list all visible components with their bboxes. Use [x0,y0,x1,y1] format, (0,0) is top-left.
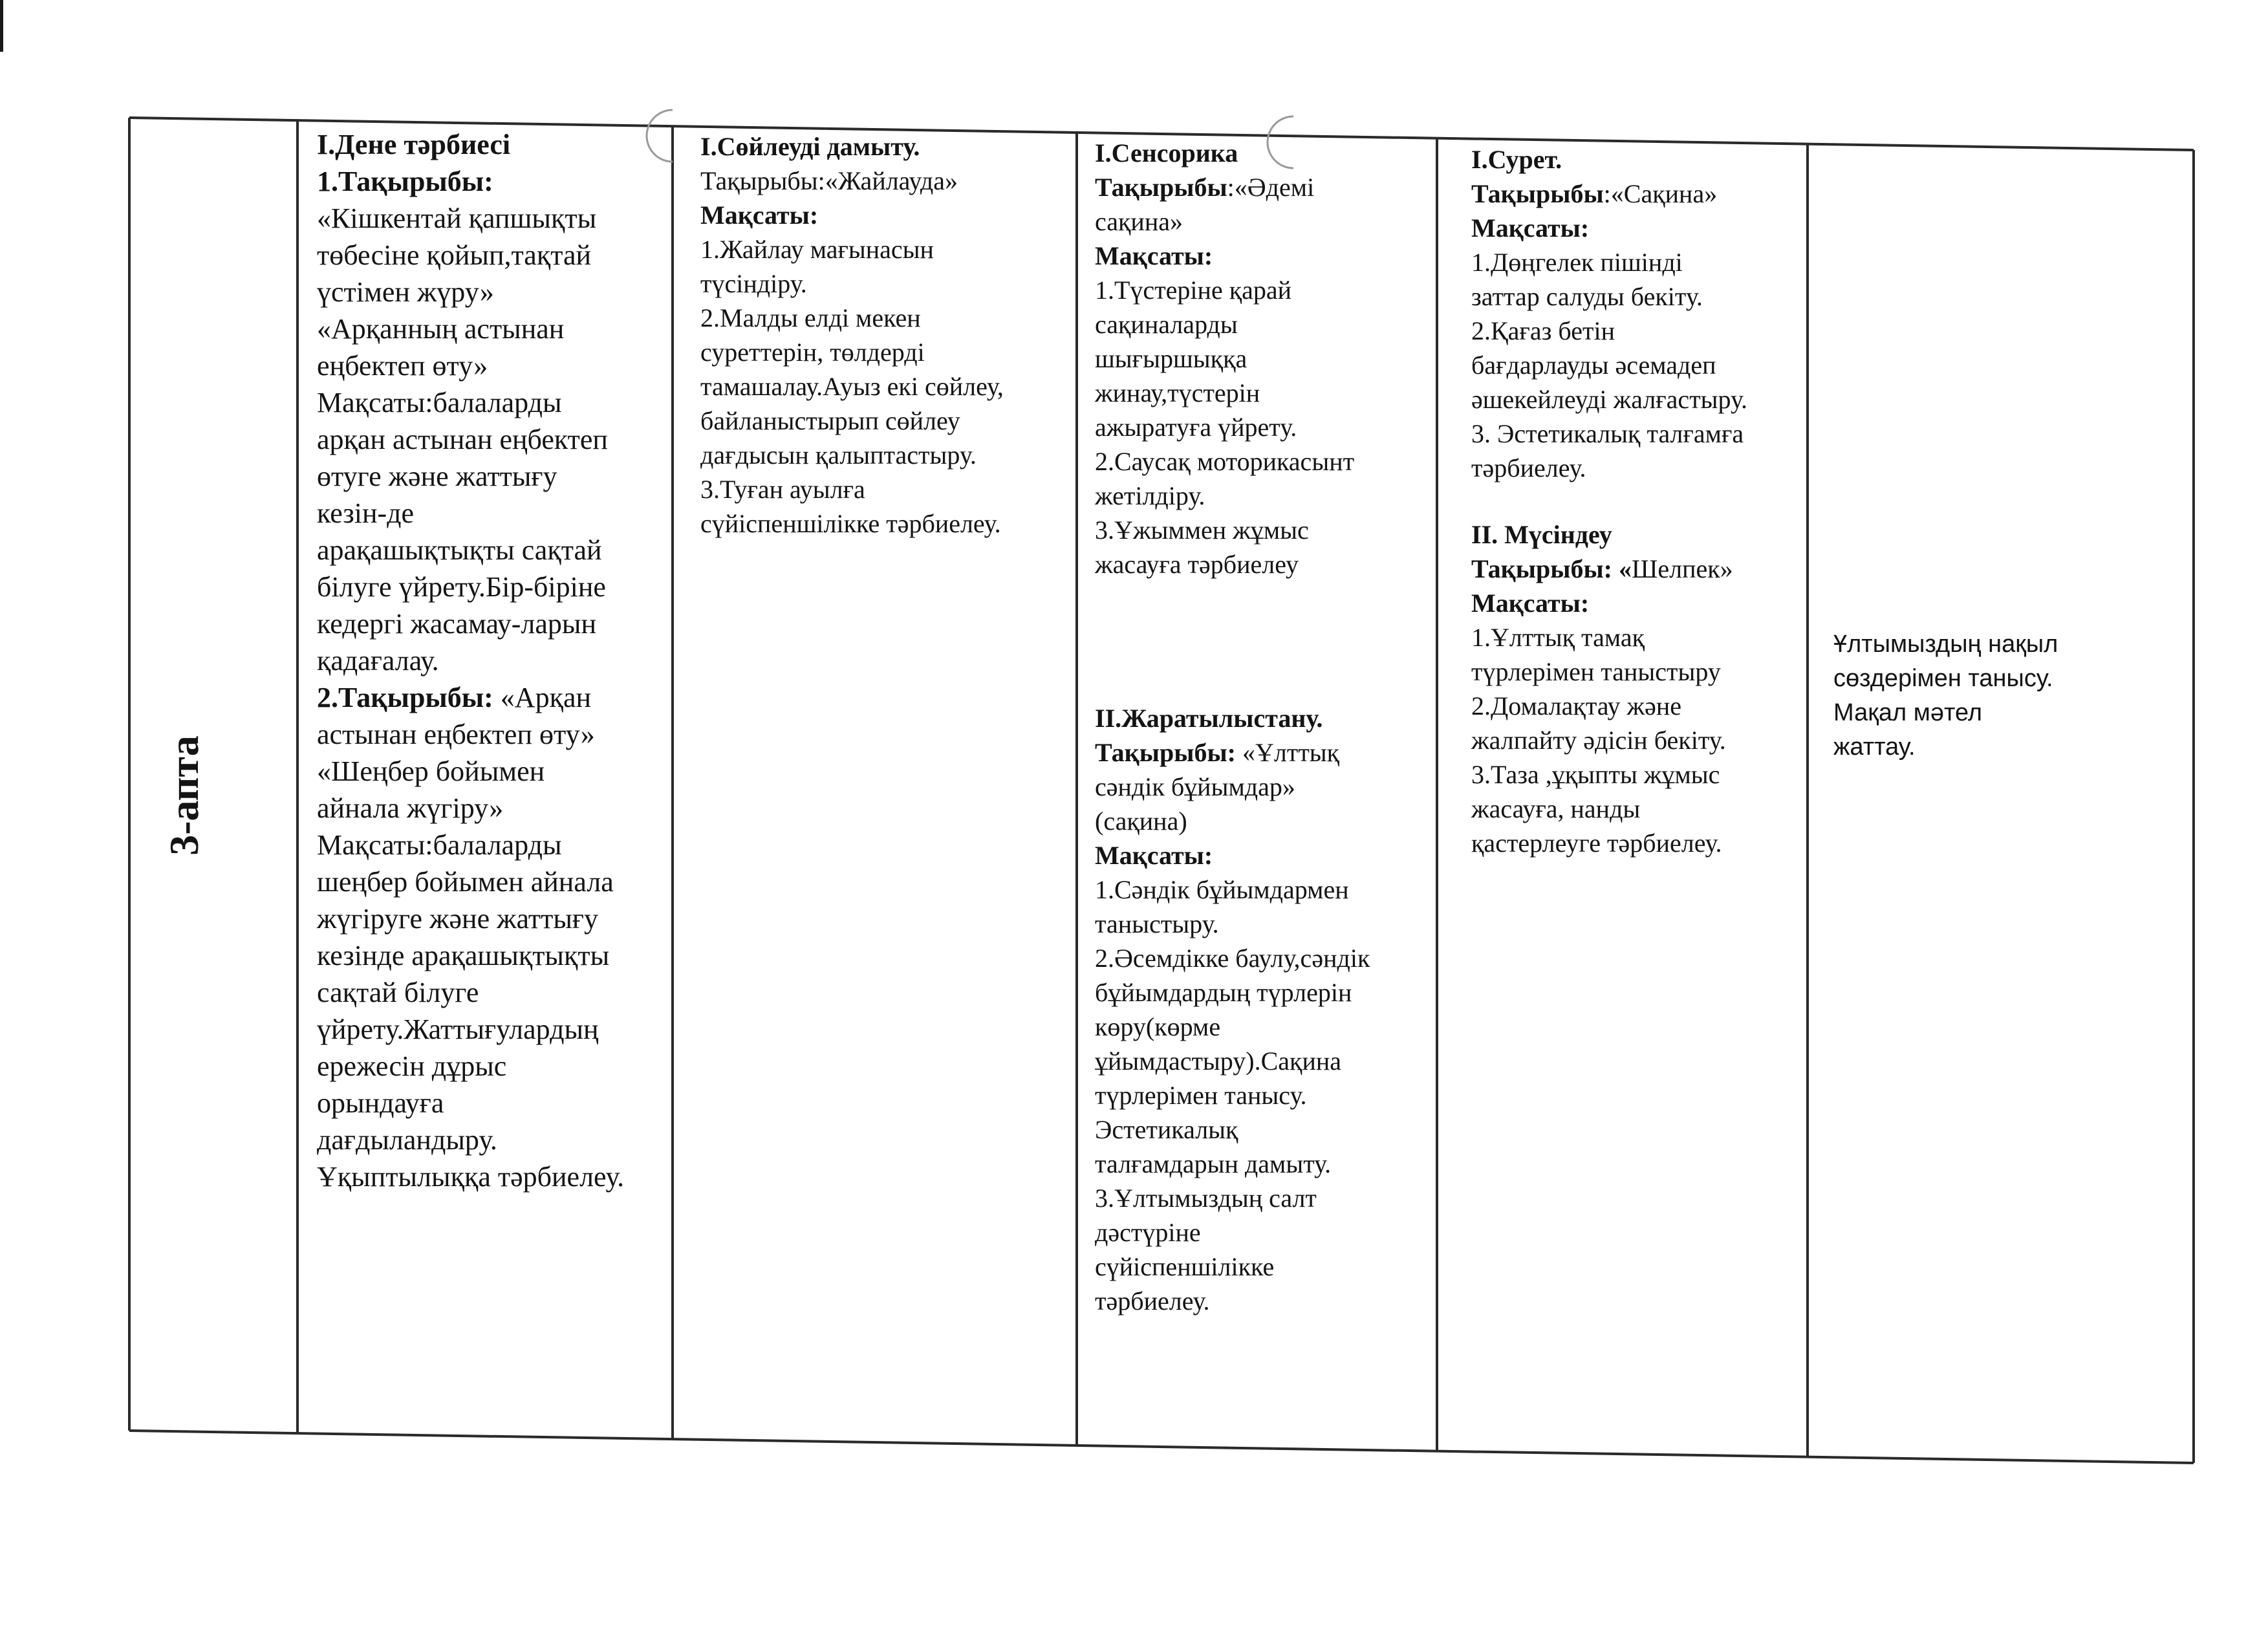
text-fragment: білуге үйрету.Бір-біріне [317,571,606,603]
text-line [317,458,679,495]
text-line [1095,907,1444,941]
text-line [1095,170,1444,204]
text-line [1471,348,1820,382]
text-line [1471,655,1820,689]
text-fragment: 2.Әсемдікке баулу,сәндік [1095,944,1370,973]
text-line [317,827,679,863]
text-line [1095,307,1444,341]
text-fragment: тәрбиелеу. [1095,1286,1210,1316]
text-fragment: арақашықтықты сақтай [317,534,602,566]
text-fragment: түрлерімен таныстыру [1471,657,1721,686]
text-fragment: (сақина) [1095,807,1187,836]
text-line [1471,451,1820,485]
bold-text: I.Сөйлеуді дамыту. [700,132,920,161]
text-fragment: 2.Саусақ моторикасынт [1095,447,1355,476]
text-fragment: 1.Жайлау мағынасын [700,235,934,264]
text-line [1471,211,1820,245]
text-line [1095,341,1444,376]
text-fragment: кезінде арақашықтықты [317,940,610,971]
week-label: 3-апта [161,735,207,856]
text-line [1095,1181,1444,1215]
text-line [317,679,679,716]
text-line [1095,1250,1444,1284]
text-line [1095,1284,1444,1318]
text-line [1095,239,1444,273]
text-fragment: айнала жүгіру» [317,792,504,824]
text-fragment: Шелпек» [1632,554,1733,583]
text-fragment: 2.Домалақтау және [1471,691,1682,720]
paragraph-gap [1471,485,1820,517]
text-fragment: жинау,түстерін [1095,378,1260,407]
text-fragment: суреттерін, төлдерді [700,338,925,367]
text-fragment: түрлерімен танысу. [1095,1081,1307,1110]
text-fragment: шығыршыққа [1095,344,1247,373]
text-fragment: «Арқанның астынан [317,313,565,345]
text-line [317,310,679,347]
text-fragment: 3.Ұжыммен жұмыс [1095,515,1309,545]
physical-education-cell [317,126,679,1195]
text-fragment: Ұқыптылыққа тәрбиелеу. [317,1161,625,1193]
text-line [1095,273,1444,307]
bold-text: Тақырыбы: « [1471,554,1632,583]
speech-development-cell [700,129,1075,541]
text-line [700,198,1075,232]
text-fragment: 3. Эстетикалық талғамға [1471,419,1744,448]
text-fragment: 3.Ұлтымыздың салт [1095,1184,1317,1213]
bold-text: II. Мүсіндеу [1471,520,1612,549]
text-fragment: «Арқан [493,682,592,713]
text-line [1471,279,1820,314]
text-fragment: бұйымдардың түрлерін [1095,978,1352,1007]
text-line [1471,586,1820,620]
text-fragment: үйрету.Жаттығулардың [317,1013,599,1045]
text-fragment: 1.Ұлттық тамақ [1471,623,1645,652]
text-fragment: сақиналарды [1095,310,1238,339]
text-line [1471,792,1820,826]
text-fragment: Мақал мәтел [1833,699,1982,726]
text-fragment: сәндік бұйымдар» [1095,772,1295,801]
text-fragment: сақтай білуге [317,977,479,1008]
text-line [700,472,1075,506]
text-fragment: :«Әдемі [1227,173,1315,202]
bold-text: 2.Тақырыбы: [317,682,493,713]
text-line [1471,620,1820,655]
text-fragment: еңбектеп өту» [317,350,488,382]
text-line [1095,204,1444,239]
text-line [700,301,1075,335]
text-fragment: әшекейлеуді жалғастыру. [1471,385,1748,414]
text-line [317,1158,679,1195]
text-fragment: жетілдіру. [1095,481,1205,510]
text-line [1471,314,1820,348]
text-fragment: астынан еңбектеп өту» [317,719,595,750]
text-line [1471,245,1820,279]
text-line [700,129,1075,164]
bold-text: Мақсаты: [1095,841,1213,870]
text-line [1095,975,1444,1010]
bold-text: 1.Тақырыбы: [317,166,493,197]
paragraph-gap [1095,581,1444,701]
text-fragment: қадағалау. [317,645,439,677]
bold-text: Тақырыбы: [1095,738,1236,767]
text-line [317,568,679,605]
text-line [1833,730,2105,764]
text-fragment: түсіндіру. [700,269,807,298]
text-line [1471,417,1820,451]
text-line [1095,444,1444,479]
text-line [700,404,1075,438]
text-fragment: кедергі жасамау-ларын [317,608,597,640]
text-fragment: Мақсаты:балаларды [317,829,562,861]
text-line [1095,547,1444,581]
text-line [1095,804,1444,838]
text-line [317,900,679,937]
text-fragment: «Ұлттық [1236,738,1340,767]
bold-text: Мақсаты: [1471,213,1590,243]
text-line [317,163,679,200]
text-line [1471,382,1820,417]
text-line [317,495,679,532]
text-fragment: Тақырыбы:«Жайлауда» [700,166,958,195]
text-fragment: сүйіспеншілікке [1095,1252,1275,1281]
bold-text: I.Сенсорика [1095,138,1238,168]
text-line [700,232,1075,266]
text-line [317,274,679,310]
text-line [1095,1044,1444,1078]
text-line [700,506,1075,541]
text-line [1833,662,2105,696]
text-line [317,716,679,753]
text-line [317,974,679,1011]
text-fragment: көру(көрме [1095,1012,1221,1041]
text-fragment: жалпайту әдісін бекіту. [1471,726,1726,755]
text-fragment: ұйымдастыру).Сақина [1095,1046,1342,1076]
text-fragment: тәрбиелеу. [1471,453,1586,482]
text-fragment: орындауға [317,1087,444,1119]
text-fragment: «Кішкентай қапшықты [317,202,597,234]
text-fragment: төбесіне қойып,тақтай [317,239,592,271]
text-line [317,605,679,642]
text-fragment: Ұлтымыздың нақыл [1833,631,2058,658]
text-line [317,937,679,974]
bold-text: Тақырыбы [1095,173,1227,202]
text-line [1095,1078,1444,1112]
text-fragment: :«Сақина» [1603,179,1718,208]
text-line [1471,177,1820,211]
text-fragment: жаттау. [1833,733,1916,761]
text-fragment: сүйіспеншілікке тәрбиелеу. [700,509,1001,538]
text-line [700,266,1075,301]
sensorics-nature-cell [1095,136,1444,1318]
text-line [1095,1215,1444,1250]
text-line [1095,1010,1444,1044]
text-line [1095,838,1444,872]
text-line [317,1121,679,1158]
text-line [1833,696,2105,730]
text-line [317,1011,679,1048]
bold-text: II.Жаратылыстану. [1095,704,1323,733]
text-fragment: 3.Туған ауылға [700,475,865,504]
text-line [317,532,679,568]
text-line [317,863,679,900]
text-line [1471,723,1820,757]
text-line [1095,376,1444,410]
text-line [700,438,1075,472]
text-line [317,347,679,384]
text-fragment: дағдыландыру. [317,1124,497,1156]
text-fragment: ережесін дұрыс [317,1050,507,1082]
text-fragment: үстімен жүру» [317,276,494,308]
table-bottom-border [129,1431,2194,1463]
text-line [1095,941,1444,975]
text-line [317,237,679,274]
bold-text: Тақырыбы [1471,179,1604,208]
text-fragment: 2.Малды елді мекен [700,303,921,332]
text-line [317,126,679,163]
text-line [1471,689,1820,723]
bold-text: Мақсаты: [700,200,819,230]
text-fragment: «Шеңбер бойымен [317,755,545,787]
text-line [1471,757,1820,792]
text-line [1471,142,1820,177]
text-line [317,753,679,790]
text-line [1095,136,1444,170]
proverbs-cell [1833,627,2105,764]
text-fragment: сөздерімен танысу. [1833,665,2053,692]
text-fragment: арқан астынан еңбектеп [317,424,608,455]
text-line [700,164,1075,198]
text-fragment: 3.Таза ,ұқыпты жұмыс [1471,760,1720,789]
text-fragment: сақина» [1095,207,1183,236]
text-line [1095,1147,1444,1181]
text-line [1471,552,1820,586]
text-line [1095,410,1444,444]
text-fragment: өтуге және жаттығу [317,460,557,492]
text-fragment: тамашалау.Ауыз екі сөйлеу, [700,372,1004,401]
text-line [1471,517,1820,552]
text-fragment: дәстүріне [1095,1218,1201,1247]
text-fragment: жүгіруге және жаттығу [317,903,598,935]
bold-text: I.Сурет. [1471,145,1562,174]
text-fragment: ажыратуға үйрету. [1095,413,1297,442]
text-line [1095,1112,1444,1147]
text-line [317,384,679,421]
text-line [1833,627,2105,662]
text-fragment: байланыстырып сөйлеу [700,406,960,435]
text-fragment: жасауға тәрбиелеу [1095,550,1299,579]
text-line [317,642,679,679]
text-line [1095,735,1444,770]
text-fragment: шеңбер бойымен айнала [317,866,614,898]
text-fragment: Эстетикалық [1095,1115,1238,1144]
text-fragment: жасауға, нанды [1471,794,1641,823]
text-line [700,335,1075,369]
bold-text: Мақсаты: [1471,589,1590,618]
text-fragment: талғамдарын дамыту. [1095,1149,1332,1178]
text-line [1095,513,1444,547]
text-line [317,200,679,237]
text-line [317,421,679,458]
text-line [1095,770,1444,804]
text-fragment: заттар салуды бекіту. [1471,282,1703,311]
text-line [1471,826,1820,860]
text-fragment: 1.Сәндік бұйымдармен [1095,875,1349,904]
text-fragment: 1.Дөңгелек пішінді [1471,248,1683,277]
text-fragment: дағдысын қалыптастыру. [700,440,977,470]
text-line [1095,872,1444,907]
text-fragment: 1.Түстеріне қарай [1095,276,1292,305]
text-line [1095,479,1444,513]
text-fragment: кезін-де [317,497,415,529]
bold-text: I.Дене тәрбиесі [317,129,511,160]
text-line [700,369,1075,404]
text-line [317,790,679,827]
bold-text: Мақсаты: [1095,241,1213,270]
text-line [317,1085,679,1121]
text-fragment: таныстыру. [1095,909,1219,938]
text-fragment: 2.Қағаз бетін [1471,316,1615,345]
drawing-sculpting-cell [1471,142,1820,860]
text-fragment: қастерлеуге тәрбиелеу. [1471,828,1722,858]
text-line [1095,701,1444,735]
text-fragment: Мақсаты:балаларды [317,387,562,418]
text-line [317,1048,679,1085]
text-fragment: бағдарлауды әсемадеп [1471,351,1716,380]
